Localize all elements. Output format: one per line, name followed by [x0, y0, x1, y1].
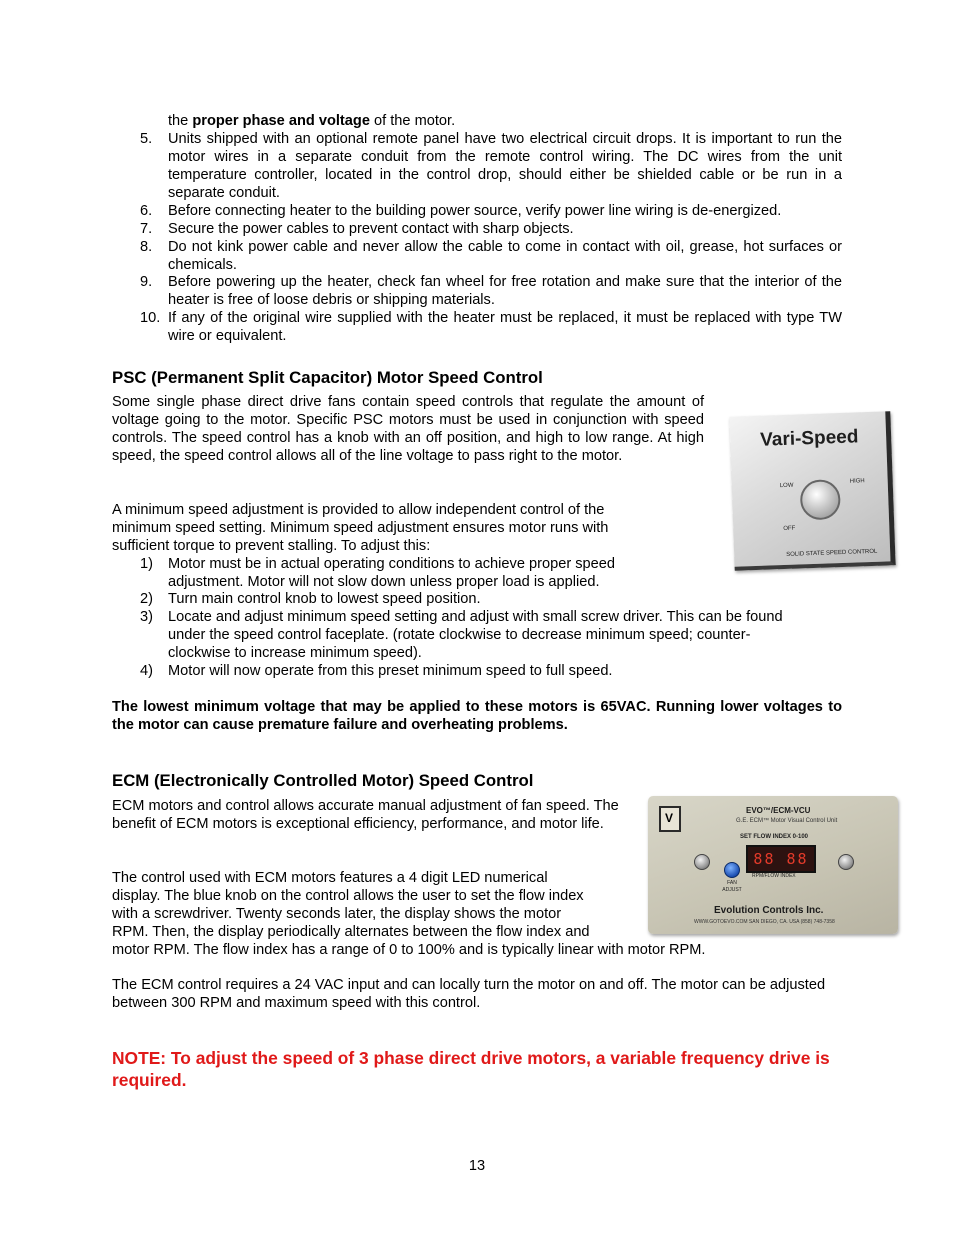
list-item: 2) Turn main control knob to lowest speed position.	[140, 591, 481, 607]
list-item: 5. Units shipped with an optional remote panel have two electrical circuit drops. It is important to run the motor wires in a separate conduit from the remote control wiring. The DC wires from the unit temperature controller, located in the control drop, should either be shielded cable or be run in a separate conduit.	[140, 131, 842, 201]
list-item: 3) Locate and adjust minimum speed setting and adjust with small screw driver. This can be found under the speed control faceplate. (rotate clockwise to decrease minimum speed; counter-clockwise to increase minimum speed).	[140, 609, 783, 661]
vari-speed-faceplate	[729, 411, 895, 571]
ecm-paragraph-2: The control used with ECM motors features a 4 digit LED numerical display. The blue knob on the control allows the user to set the flow index with a screwdriver. Twenty seconds later, the display shows the motor RPM. Then, the display periodically alternates between the flow index and motor RPM. The flow index has a range of 0 to 100% and is typically linear with motor RPM.	[112, 870, 706, 958]
fan-adjust-label: FAN ADJUST	[722, 880, 742, 893]
list-item: 4) Motor will now operate from this preset minimum speed to full speed.	[140, 663, 613, 679]
list-continuation: the proper phase and voltage of the motor.	[168, 113, 456, 129]
list-item: 10. If any of the original wire supplied with the heater must be replaced, it must be replaced with type TW wire or equivalent.	[140, 310, 842, 344]
fan-adjust-knob-icon	[724, 862, 740, 878]
list-item: 1) Motor must be in actual operating conditions to achieve proper speed adjustment. Motor will not slow down unless proper load is applied.	[140, 556, 615, 590]
vari-speed-control-image	[726, 408, 898, 570]
psc-paragraph-1: Some single phase direct drive fans contain speed controls that regulate the amount of voltage going to the motor. Specific PSC motors must be used in conjunction with speed controls. The speed control has a knob with an off position, and high to low range. At high speed, the speed control allows all of the line voltage to pass right to the motor.	[112, 394, 704, 464]
rpm-flow-label: RPM/FLOW INDEX	[752, 873, 796, 879]
evo-logo-icon: V	[659, 806, 681, 832]
ecm-set-flow: SET FLOW INDEX 0-100	[740, 834, 809, 840]
list-item: 7. Secure the power cables to prevent contact with sharp objects.	[140, 221, 574, 237]
ecm-control-image	[648, 796, 898, 934]
list-item: 8. Do not kink power cable and never allow the cable to come in contact with oil, grease, hot surfaces or chemicals.	[140, 239, 842, 273]
list-item: 9. Before powering up the heater, check fan wheel for free rotation and make sure that the interior of the heater is free of loose debris or shipping materials.	[140, 274, 842, 308]
speed-knob-icon	[800, 479, 841, 520]
voltage-warning: The lowest minimum voltage that may be applied to these motors is 65VAC. Running lower voltages to the motor can cause premature failure and overheating problems.	[112, 699, 842, 733]
ecm-subtitle: G.E. ECM™ Motor Visual Control Unit	[736, 818, 838, 824]
psc-paragraph-2: A minimum speed adjustment is provided to allow independent control of the minimum speed setting. Minimum speed adjustment ensures motor runs with sufficient torque to prevent stalling. To adjust this:	[112, 502, 609, 554]
led-display: 88 88	[746, 845, 816, 873]
section-heading-psc: PSC (Permanent Split Capacitor) Motor Speed Control	[112, 368, 543, 387]
section-heading-ecm: ECM (Electronically Controlled Motor) Speed Control	[112, 771, 534, 790]
ecm-model: EVO™/ECM-VCU	[746, 806, 811, 815]
ecm-brand: Evolution Controls Inc.	[714, 905, 824, 916]
high-label: HIGH	[849, 478, 865, 485]
low-label: LOW	[779, 482, 794, 490]
screw-icon	[838, 854, 854, 870]
ecm-paragraph-1: ECM motors and control allows accurate manual adjustment of fan speed. The benefit of ECM motors is exceptional efficiency, performance, and motor life.	[112, 798, 619, 832]
screw-icon	[694, 854, 710, 870]
off-label: OFF	[783, 525, 796, 533]
list-item: 6. Before connecting heater to the building power source, verify power line wiring is de-energized.	[140, 203, 782, 219]
page-number: 13	[468, 1158, 486, 1174]
ecm-paragraph-3: The ECM control requires a 24 VAC input and can locally turn the motor on and off. The motor can be adjusted between 300 RPM and maximum speed with this control.	[112, 977, 826, 1011]
vari-speed-title: Vari-Speed	[759, 426, 859, 451]
ecm-address: WWW.GOTOEVO.COM SAN DIEGO, CA. USA (858) 748-7358	[694, 919, 835, 925]
vari-speed-footer: SOLID STATE SPEED CONTROL	[786, 548, 878, 558]
note-three-phase: NOTE: To adjust the speed of 3 phase direct drive motors, a variable frequency drive is required.	[112, 1048, 830, 1090]
